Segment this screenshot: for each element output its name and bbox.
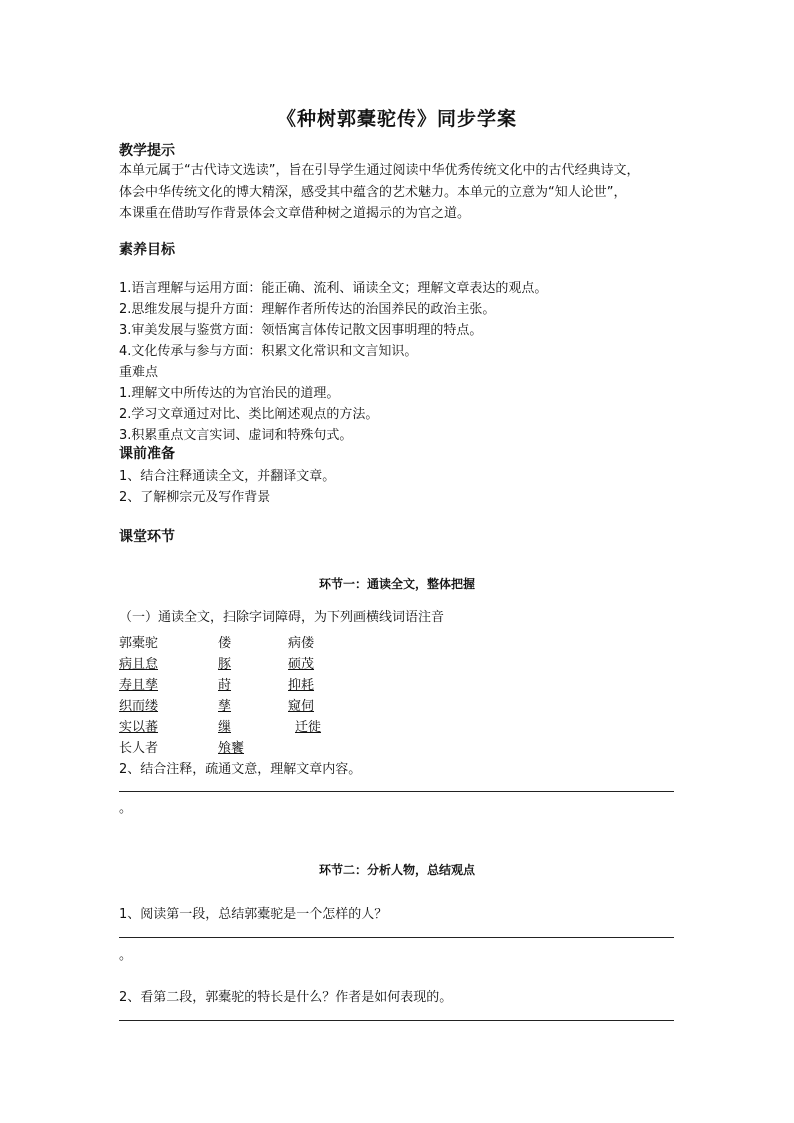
teaching-tips-line-3: 本课重在借助写作背景体会文章借种树之道揭示的为官之道。 xyxy=(119,206,471,221)
vocab-word: 孳 xyxy=(218,699,232,714)
answer-line xyxy=(119,791,674,792)
literacy-goal-item: 3.审美发展与鉴赏方面：领悟寓言体传记散文因事明理的特点。 xyxy=(119,323,483,338)
vocab-word: 偻 xyxy=(218,636,232,651)
answer-line xyxy=(119,937,674,938)
key-point-item: 1.理解文中所传达的为官治民的道理。 xyxy=(119,386,340,401)
preview-item: 1、结合注释通读全文，并翻译文章。 xyxy=(119,469,336,484)
vocab-word: 窥伺 xyxy=(288,699,315,714)
vocab-word: 病且怠 xyxy=(119,657,159,672)
preview-heading: 课前准备 xyxy=(119,446,175,462)
vocab-word: 病偻 xyxy=(288,636,315,651)
literacy-goal-item: 2.思维发展与提升方面：理解作者所传达的治国养民的政治主张。 xyxy=(119,302,496,317)
vocab-word: 抑耗 xyxy=(288,678,315,693)
section2-question-1: 1、阅读第一段，总结郭橐驼是一个怎样的人？ xyxy=(119,907,388,922)
key-point-item: 2.学习文章通过对比、类比阐述观点的方法。 xyxy=(119,407,379,422)
vocab-word: 织而缕 xyxy=(119,699,159,714)
vocab-word: 硕茂 xyxy=(288,657,315,672)
vocab-word: 长人者 xyxy=(119,741,159,756)
answer-line xyxy=(119,1020,674,1021)
vocab-word: 豚 xyxy=(218,657,232,672)
vocab-word: 缫 xyxy=(218,720,232,735)
vocab-word: 莳 xyxy=(218,678,232,693)
end-mark: 。 xyxy=(119,801,133,816)
key-points-heading: 重难点 xyxy=(119,365,159,380)
vocab-word: 迁徙 xyxy=(295,720,322,735)
teaching-tips-heading: 教学提示 xyxy=(119,143,175,159)
vocab-word: 郭橐驼 xyxy=(119,636,159,651)
literacy-goals-heading: 素养目标 xyxy=(119,242,175,258)
teaching-tips-line-2: 体会中华传统文化的博大精深，感受其中蕴含的艺术魅力。本单元的立意为“知人论世”， xyxy=(119,185,627,200)
section2-question-2: 2、看第二段，郭橐驼的特长是什么？作者是如何表现的。 xyxy=(119,990,453,1005)
vocab-word: 寿且孳 xyxy=(119,678,159,693)
end-mark: 。 xyxy=(119,948,133,963)
key-point-item: 3.积累重点文言实词、虚词和特殊句式。 xyxy=(119,428,353,443)
literacy-goal-item: 1.语言理解与运用方面：能正确、流利、诵读全文；理解文章表达的观点。 xyxy=(119,281,548,296)
classroom-heading: 课堂环节 xyxy=(119,529,175,545)
section1-task1: （一）通读全文，扫除字词障碍，为下列画横线词语注音 xyxy=(119,610,445,625)
section1-task2: 2、结合注释，疏通文意，理解文章内容。 xyxy=(119,762,362,777)
teaching-tips-line-1: 本单元属于“古代诗文选读”，旨在引导学生通过阅读中华优秀传统文化中的古代经典诗文， xyxy=(119,163,640,178)
section1-heading: 环节一：通读全文，整体把握 xyxy=(318,577,475,591)
vocab-word: 实以蕃 xyxy=(119,720,159,735)
vocab-word: 飧饔 xyxy=(218,741,245,756)
section2-heading: 环节二：分析人物，总结观点 xyxy=(318,863,475,877)
literacy-goal-item: 4.文化传承与参与方面：积累文化常识和文言知识。 xyxy=(119,344,418,359)
page-title: 《种树郭橐驼传》同步学案 xyxy=(276,108,517,130)
preview-item: 2、了解柳宗元及写作背景 xyxy=(119,490,271,505)
